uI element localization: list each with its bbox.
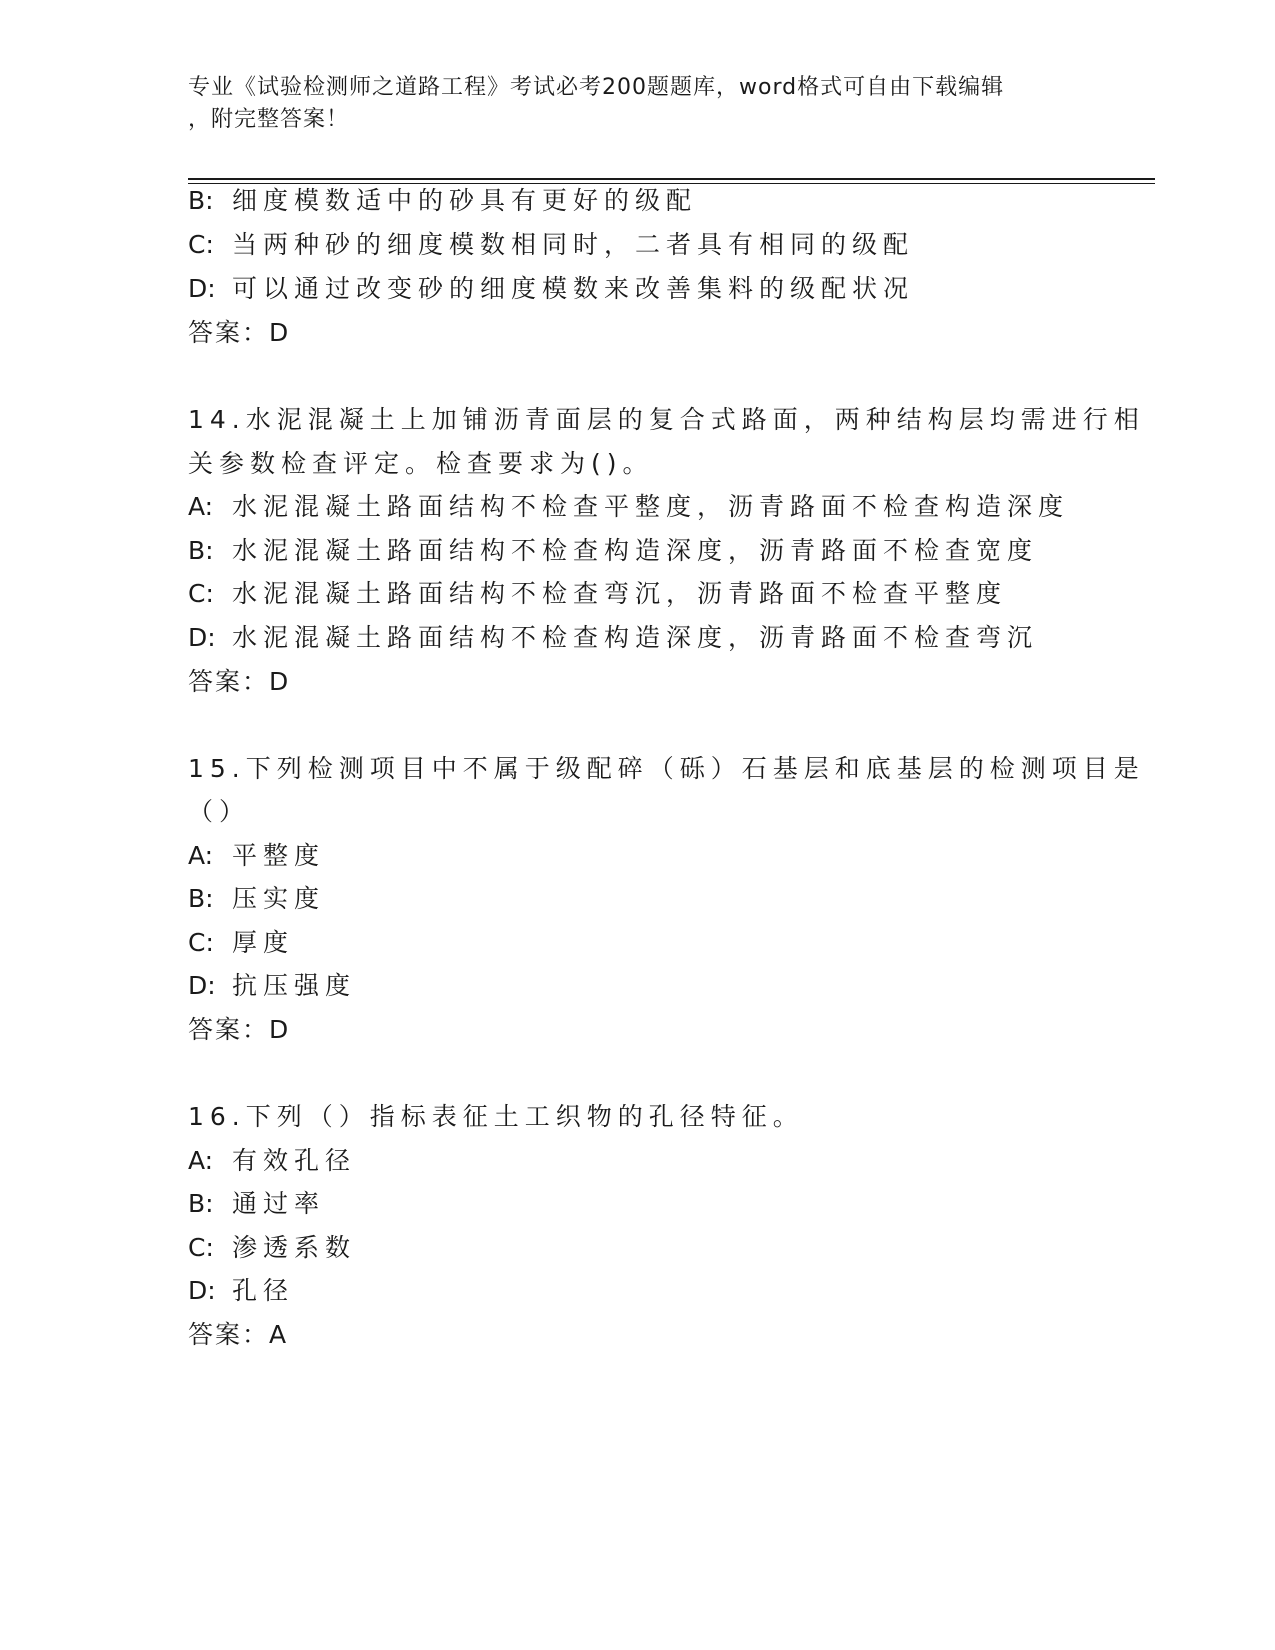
option-text: 水泥混凝土路面结构不检查平整度，沥青路面不检查构造深度 [232,492,1070,521]
option-letter: B: [188,1189,214,1218]
header-line-1: 专业《试验检测师之道路工程》考试必考200题题库，word格式可自由下载编辑 [188,75,1005,100]
option-text: 有效孔径 [232,1146,357,1175]
option-letter: D: [188,971,216,1000]
option-text: 平整度 [232,841,326,870]
option-letter: C: [188,1233,214,1262]
option-letter: C: [188,579,214,608]
option-letter: C: [188,230,214,259]
q16-option-a [188,1146,356,1176]
q16-option-b [188,1189,325,1219]
option-letter: D: [188,274,216,303]
q14-option-c [188,579,1007,609]
q13-option-c [188,230,914,260]
q14-stem-line-1: 14.水泥混凝土上加铺沥青面层的复合式路面，两种结构层均需进行相 [188,405,1145,434]
option-letter: A: [188,492,214,521]
q15-stem-line-2: （） [188,797,251,826]
option-letter: D: [188,623,216,652]
option-text: 细度模数适中的砂具有更好的级配 [232,186,698,215]
document-header [188,72,1088,136]
option-letter: A: [188,841,214,870]
option-text: 压实度 [232,884,326,913]
q16-answer: 答案：A [188,1320,289,1349]
option-letter: B: [188,884,214,913]
option-letter: A: [188,1146,214,1175]
q15-option-a [188,841,325,871]
header-line-2: ，附完整答案！ [188,107,350,132]
q14-answer: 答案：D [188,667,291,696]
option-text: 孔径 [232,1276,295,1305]
q15-answer: 答案：D [188,1015,291,1044]
option-text: 通过率 [232,1189,326,1218]
q13-answer: 答案：D [188,318,291,347]
q16-option-d [188,1276,294,1306]
header-rule-thick [188,178,1155,180]
option-letter: B: [188,536,214,565]
option-text: 当两种砂的细度模数相同时，二者具有相同的级配 [232,230,915,259]
header-rule-thin [188,183,1155,184]
q15-stem-line-1: 15.下列检测项目中不属于级配碎（砾）石基层和底基层的检测项目是 [188,754,1145,783]
option-text: 渗透系数 [232,1233,357,1262]
option-letter: D: [188,1276,216,1305]
q15-option-d [188,971,356,1001]
q14-option-a [188,492,1069,522]
q16-option-c [188,1233,356,1263]
option-text: 厚度 [232,928,295,957]
option-text: 可以通过改变砂的细度模数来改善集料的级配状况 [232,274,915,303]
q13-option-d [188,274,914,304]
option-text: 抗压强度 [232,971,357,1000]
q15-option-c [188,928,294,958]
option-letter: B: [188,186,214,215]
option-letter: C: [188,928,214,957]
q14-option-d [188,623,1038,653]
q14-stem-line-2: 关参数检查评定。检查要求为()。 [188,449,654,478]
q15-option-b [188,884,325,914]
q14-option-b [188,536,1038,566]
q13-option-b [188,186,697,216]
option-text: 水泥混凝土路面结构不检查弯沉，沥青路面不检查平整度 [232,579,1008,608]
option-text: 水泥混凝土路面结构不检查构造深度，沥青路面不检查弯沉 [232,623,1039,652]
q16-stem-line-1: 16.下列（）指标表征土工织物的孔径特征。 [188,1102,804,1131]
option-text: 水泥混凝土路面结构不检查构造深度，沥青路面不检查宽度 [232,536,1039,565]
